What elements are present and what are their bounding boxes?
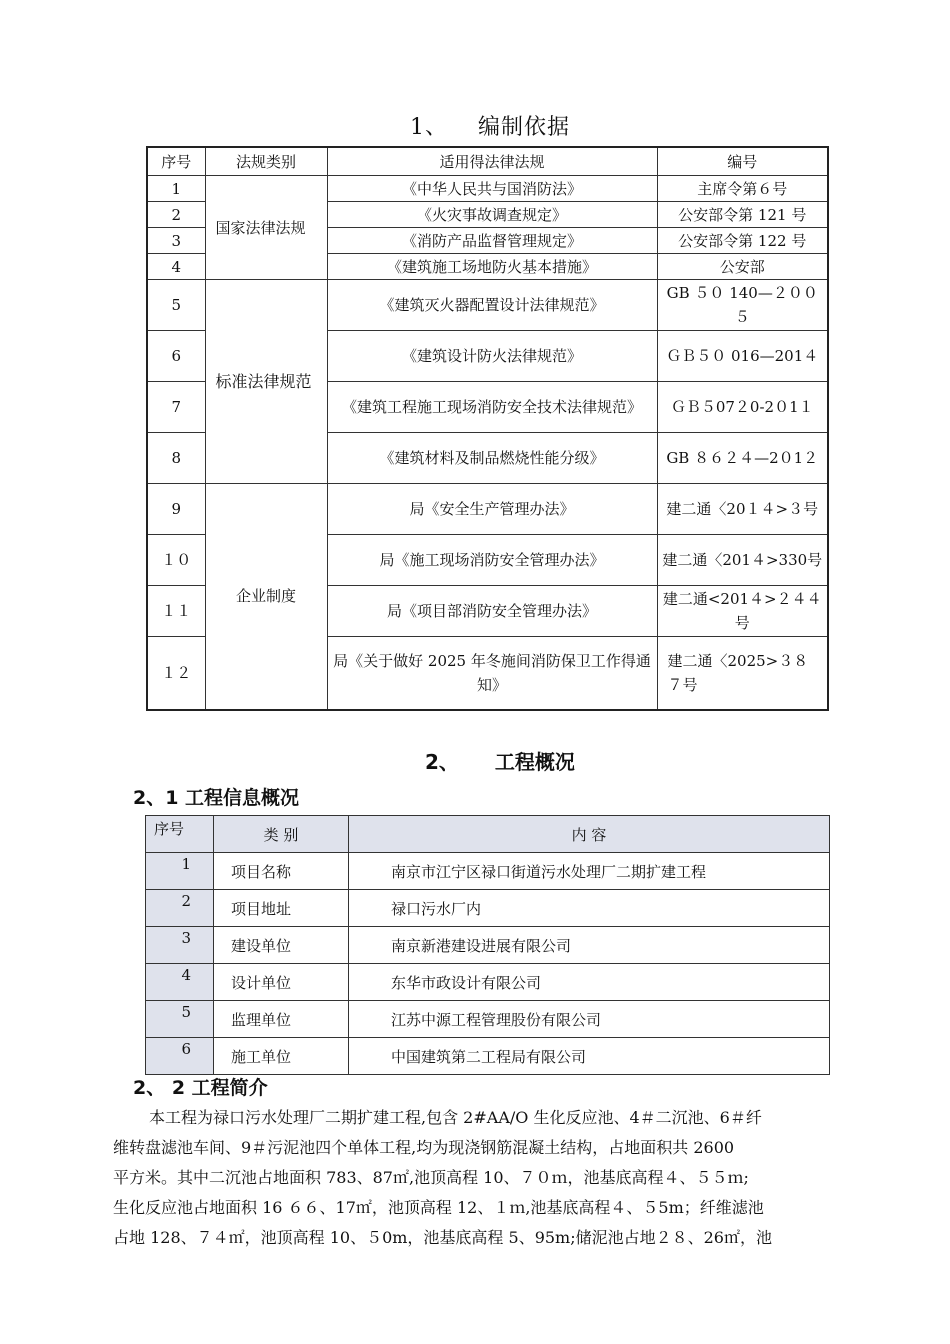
row-number: 9 [147,484,205,535]
info-category: 监理单位 [214,1001,349,1038]
regulation-code: 公安部令第 121 号 [657,202,828,228]
row-number: 4 [147,254,205,280]
header-cell: 类 别 [214,816,349,853]
row-number: 4 [146,964,214,1001]
section-2-2-heading: 2、 2 工程简介 [133,1077,268,1099]
section-1-heading [410,110,570,141]
regulation-code: 公安部令第 122 号 [657,228,828,254]
table-header-row [146,816,830,853]
regulation-name: 局《关于做好 2025 年冬施间消防保卫工作得通知》 [327,637,657,710]
info-content: 中国建筑第二工程局有限公司 [349,1038,830,1075]
table-row [146,964,830,1001]
paragraph-line: 平方米。其中二沉池占地面积 783、87㎡,池顶高程 10、７０ｍ，池基底高程４、５５ｍ; [113,1168,749,1187]
table-row [147,176,828,202]
info-category: 项目名称 [214,853,349,890]
paragraph-line: 生化反应池占地面积 16 ６６、17㎡，池顶高程 12、１ｍ,池基底高程４、５5m；纤维滤池 [113,1198,764,1217]
paragraph-line: 占地 128、７４㎡，池顶高程 10、５0m，池基底高程 5、95m;储泥池占地２８、26㎡，池 [113,1228,772,1247]
regulation-name: 《建筑设计防火法律规范》 [327,331,657,382]
table-row [146,927,830,964]
regulation-code: 主席令第６号 [657,176,828,202]
row-number: 2 [146,890,214,927]
row-number: １０ [147,535,205,586]
regulation-code: 建二通〈2025>３８７号 [657,637,828,710]
row-number: 3 [146,927,214,964]
row-number: 7 [147,382,205,433]
row-number: １１ [147,586,205,637]
regulation-name: 《中华人民共与国消防法》 [327,176,657,202]
category-national-law: 国家法律法规 [205,176,327,280]
info-category: 施工单位 [214,1038,349,1075]
project-info-table [145,815,830,1075]
table-row [147,484,828,535]
table-header-row [147,147,828,176]
header-cell: 适用得法律法规 [327,147,657,176]
header-cell: 序号 [146,816,214,853]
info-content: 禄口污水厂内 [349,890,830,927]
header-cell: 编号 [657,147,828,176]
regulation-name: 局《安全生产管理办法》 [327,484,657,535]
header-cell: 法规类别 [205,147,327,176]
regulation-name: 《建筑工程施工现场消防安全技术法律规范》 [327,382,657,433]
header-cell: 序号 [147,147,205,176]
info-content: 东华市政设计有限公司 [349,964,830,1001]
regulation-code: 建二通〈20１４>３号 [657,484,828,535]
row-number: 1 [146,853,214,890]
header-cell: 内 容 [349,816,830,853]
info-content: 南京市江宁区禄口街道污水处理厂二期扩建工程 [349,853,830,890]
row-number: 8 [147,433,205,484]
regulation-name: 《消防产品监督管理规定》 [327,228,657,254]
row-number: 6 [146,1038,214,1075]
info-category: 建设单位 [214,927,349,964]
section-2-1-heading: 2、1 工程信息概况 [133,787,300,809]
paragraph-line: 本工程为禄口污水处理厂二期扩建工程,包含 2#AA/O 生化反应池、4＃二沉池、6＃纤 [149,1108,762,1127]
row-number: １２ [147,637,205,710]
row-number: 3 [147,228,205,254]
table-row [146,1038,830,1075]
regulation-name: 《建筑灭火器配置设计法律规范》 [327,280,657,331]
info-category: 项目地址 [214,890,349,927]
regulations-table [146,146,829,711]
paragraph-line: 维转盘滤池车间、9＃污泥池四个单体工程,均为现浇钢筋混凝土结构，占地面积共 2600 [113,1138,735,1157]
regulation-name: 局《项目部消防安全管理办法》 [327,586,657,637]
section-2-title: 工程概况 [494,750,575,774]
section-2-number: 2、 [425,750,459,774]
info-content: 南京新港建设进展有限公司 [349,927,830,964]
table-row [146,1001,830,1038]
regulation-code: ＧＢ５07２0-2０1１ [657,382,828,433]
regulation-code: 建二通<201４>２４４号 [657,586,828,637]
table-row [147,280,828,331]
table-row [146,890,830,927]
section-1-number: 1、 [410,115,448,140]
section-2-heading [425,746,575,775]
row-number: 1 [147,176,205,202]
row-number: 6 [147,331,205,382]
row-number: 5 [146,1001,214,1038]
table-row [146,853,830,890]
regulation-code: ＧＢ５０ 016—201４ [657,331,828,382]
row-number: 2 [147,202,205,228]
regulation-code: GB ８６２４—2０1２ [657,433,828,484]
category-enterprise: 企业制度 [205,484,327,710]
regulation-code: GB ５０ 140—２００５ [657,280,828,331]
regulation-code: 公安部 [657,254,828,280]
category-standards: 标准法律规范 [205,280,327,484]
info-category: 设计单位 [214,964,349,1001]
regulation-name: 《建筑材料及制品燃烧性能分级》 [327,433,657,484]
regulation-code: 建二通〈201４>330号 [657,535,828,586]
section-1-title: 编制依据 [478,115,571,140]
row-number: 5 [147,280,205,331]
regulation-name: 《建筑施工场地防火基本措施》 [327,254,657,280]
info-content: 江苏中源工程管理股份有限公司 [349,1001,830,1038]
regulation-name: 《火灾事故调查规定》 [327,202,657,228]
regulation-name: 局《施工现场消防安全管理办法》 [327,535,657,586]
